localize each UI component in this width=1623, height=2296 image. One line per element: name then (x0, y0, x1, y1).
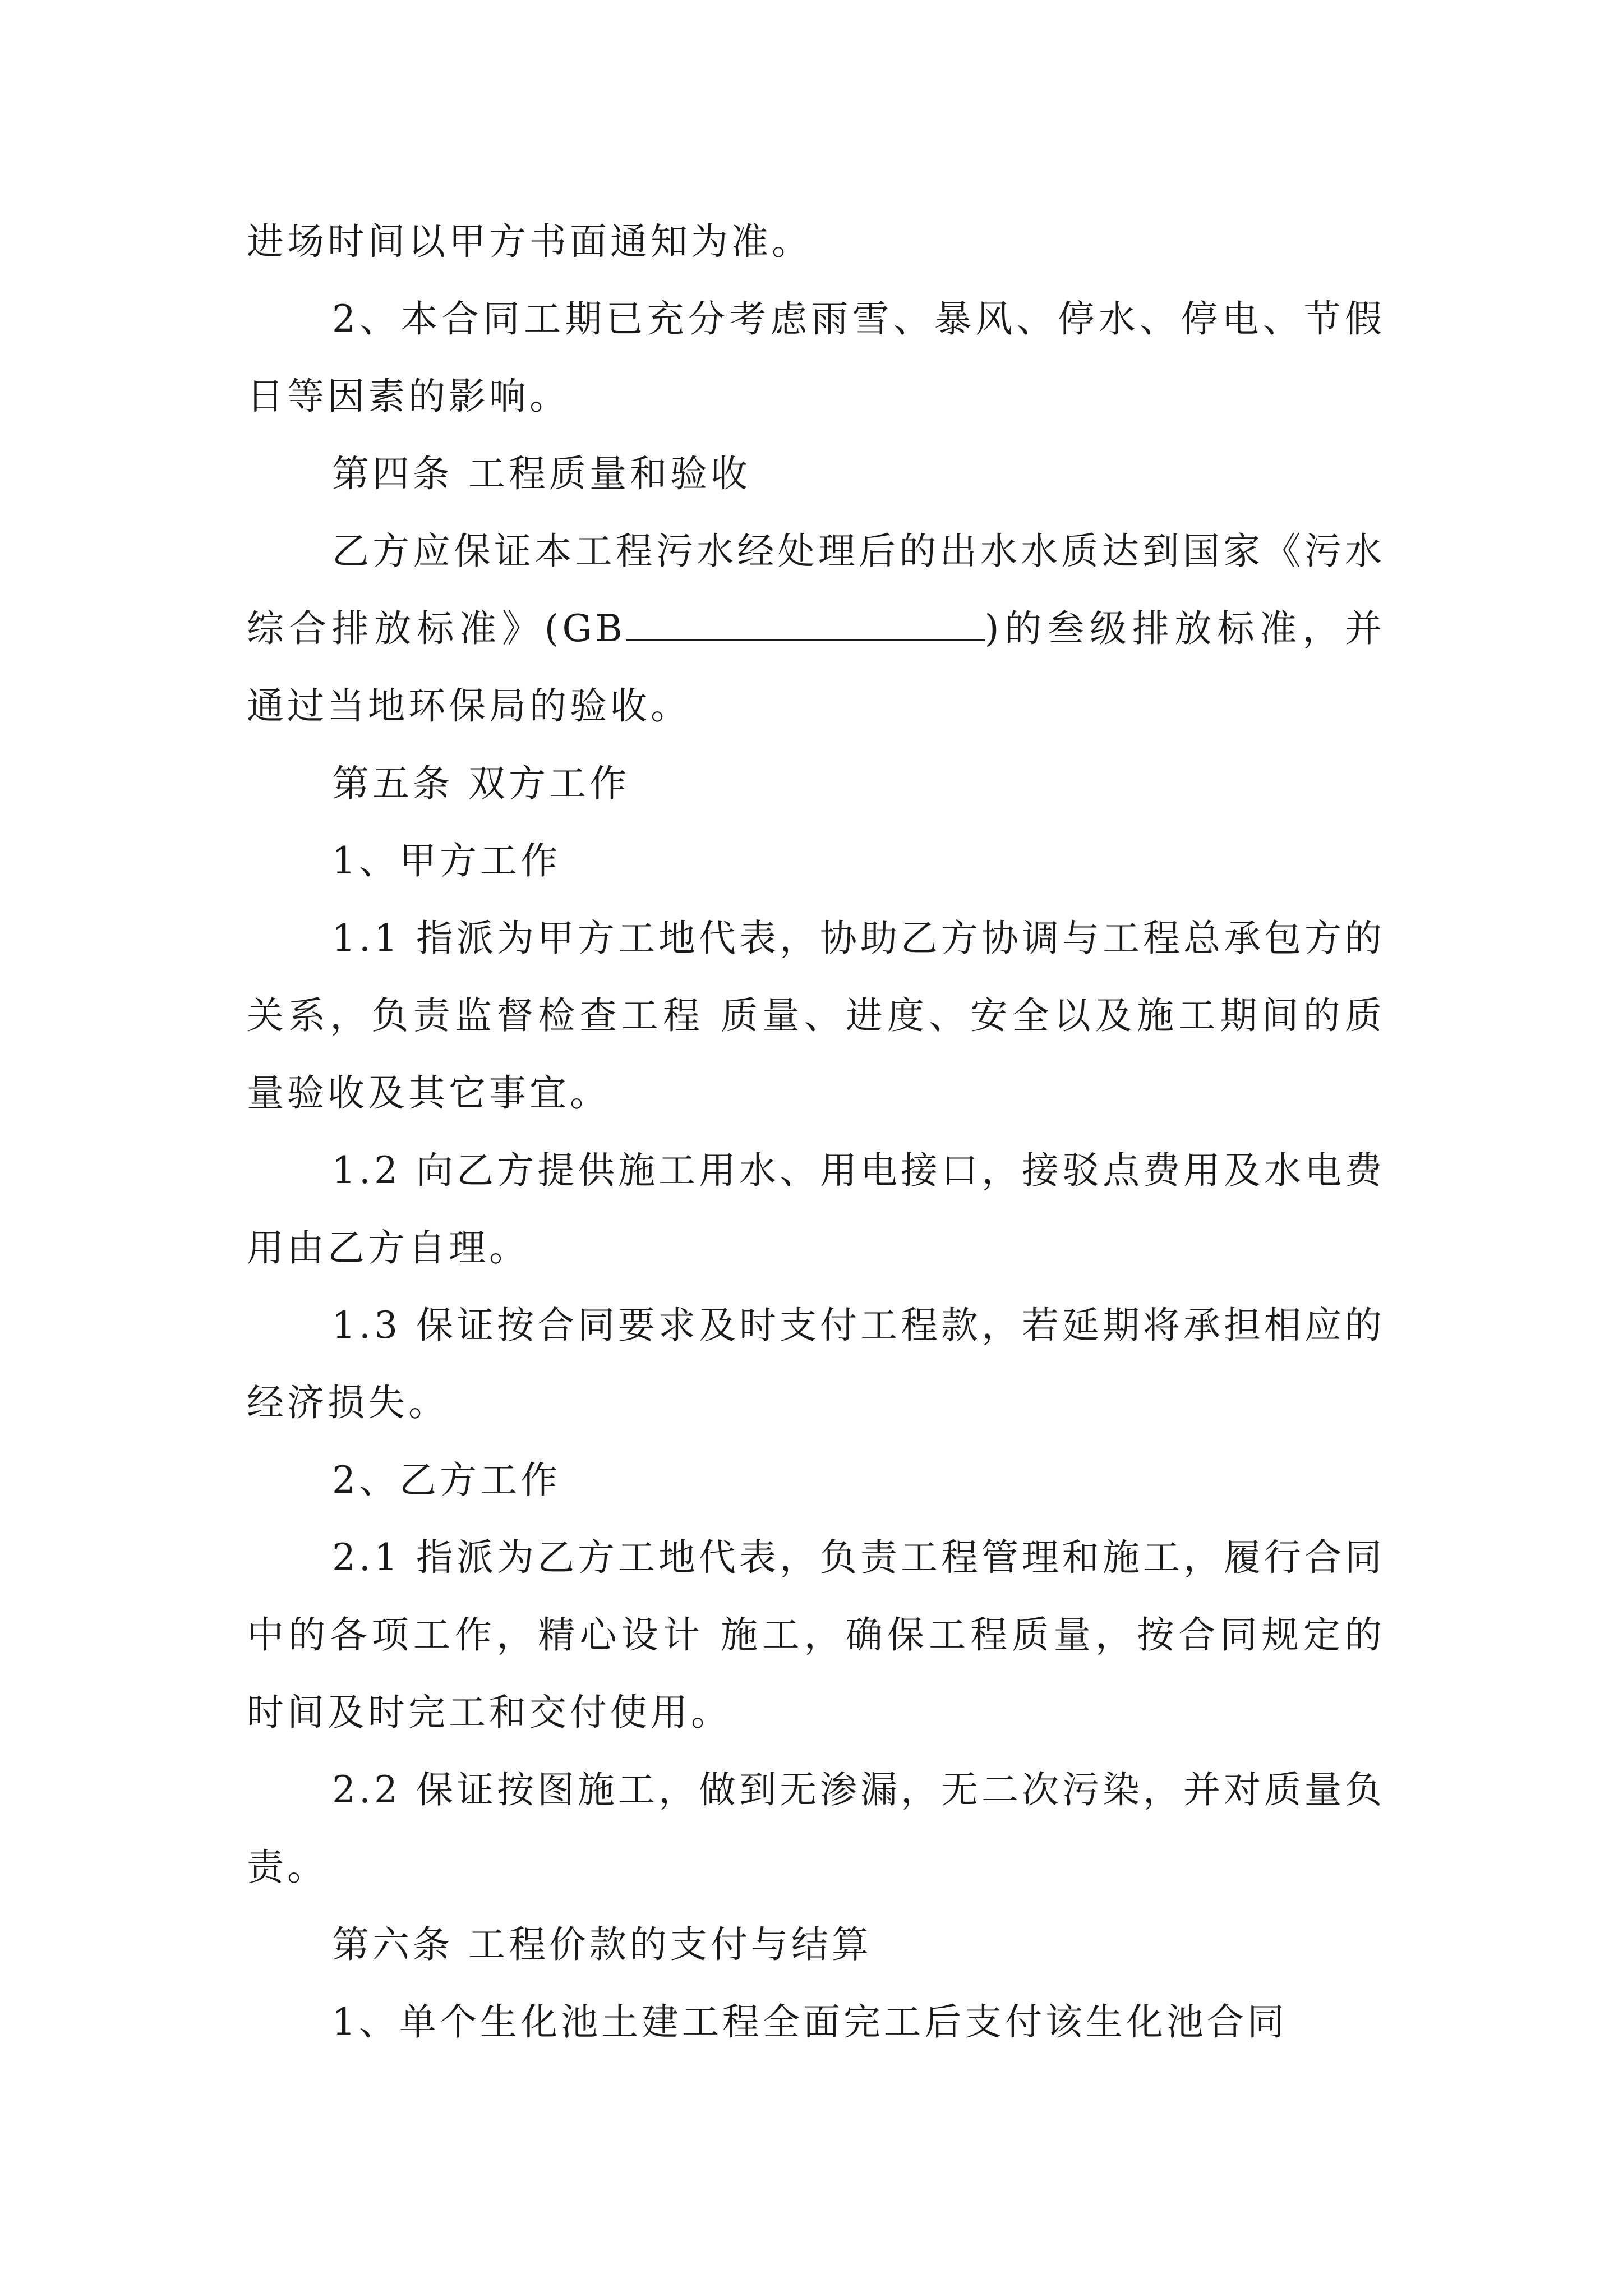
water-quality-text-after: )的叁级排放标准，并通过当地环保局的验收。 (247, 607, 1385, 728)
heading-article-6: 第六条 工程价款的支付与结算 (332, 1923, 872, 1966)
paragraph-clause-2-1: 2.1 指派为乙方工地代表，负责工程管理和施工，履行合同中的各项工作，精心设计 施工，确保工程质量，按合同规定的时间及时完工和交付使用。 (247, 1536, 1385, 1734)
heading-party-b-work: 2、乙方工作 (332, 1458, 561, 1502)
paragraph-clause-2-2: 2.2 保证按图施工，做到无渗漏，无二次污染，并对质量负责。 (247, 1768, 1385, 1889)
paragraph-construction-period: 2、本合同工期已充分考虑雨雪、暴风、停水、停电、节假日等因素的影响。 (247, 297, 1385, 418)
document-body (247, 203, 1385, 2061)
heading-party-a-work: 1、甲方工作 (332, 839, 561, 882)
paragraph-water-quality (247, 513, 1385, 745)
paragraph-payment-1: 1、单个生化池土建工程全面完工后支付该生化池合同 (332, 2000, 1288, 2044)
heading-article-4: 第四条 工程质量和验收 (332, 452, 751, 495)
paragraph-clause-1-1: 1.1 指派为甲方工地代表，协助乙方协调与工程总承包方的关系，负责监督检查工程 质量、进度、安全以及施工期间的质量验收及其它事宜。 (247, 917, 1385, 1115)
heading-article-5: 第五条 双方工作 (332, 762, 630, 805)
paragraph-clause-1-3: 1.3 保证按合同要求及时支付工程款，若延期将承担相应的经济损失。 (247, 1304, 1385, 1424)
gb-standard-blank (626, 608, 985, 641)
paragraph-entry-time: 进场时间以甲方书面通知为准。 (247, 220, 812, 263)
water-quality-text-before: 乙方应保证本工程污水经处理后的出水水质达到国家《污水综合排放标准》(GB (247, 530, 1385, 650)
paragraph-clause-1-2: 1.2 向乙方提供施工用水、用电接口，接驳点费用及水电费用由乙方自理。 (247, 1149, 1385, 1269)
